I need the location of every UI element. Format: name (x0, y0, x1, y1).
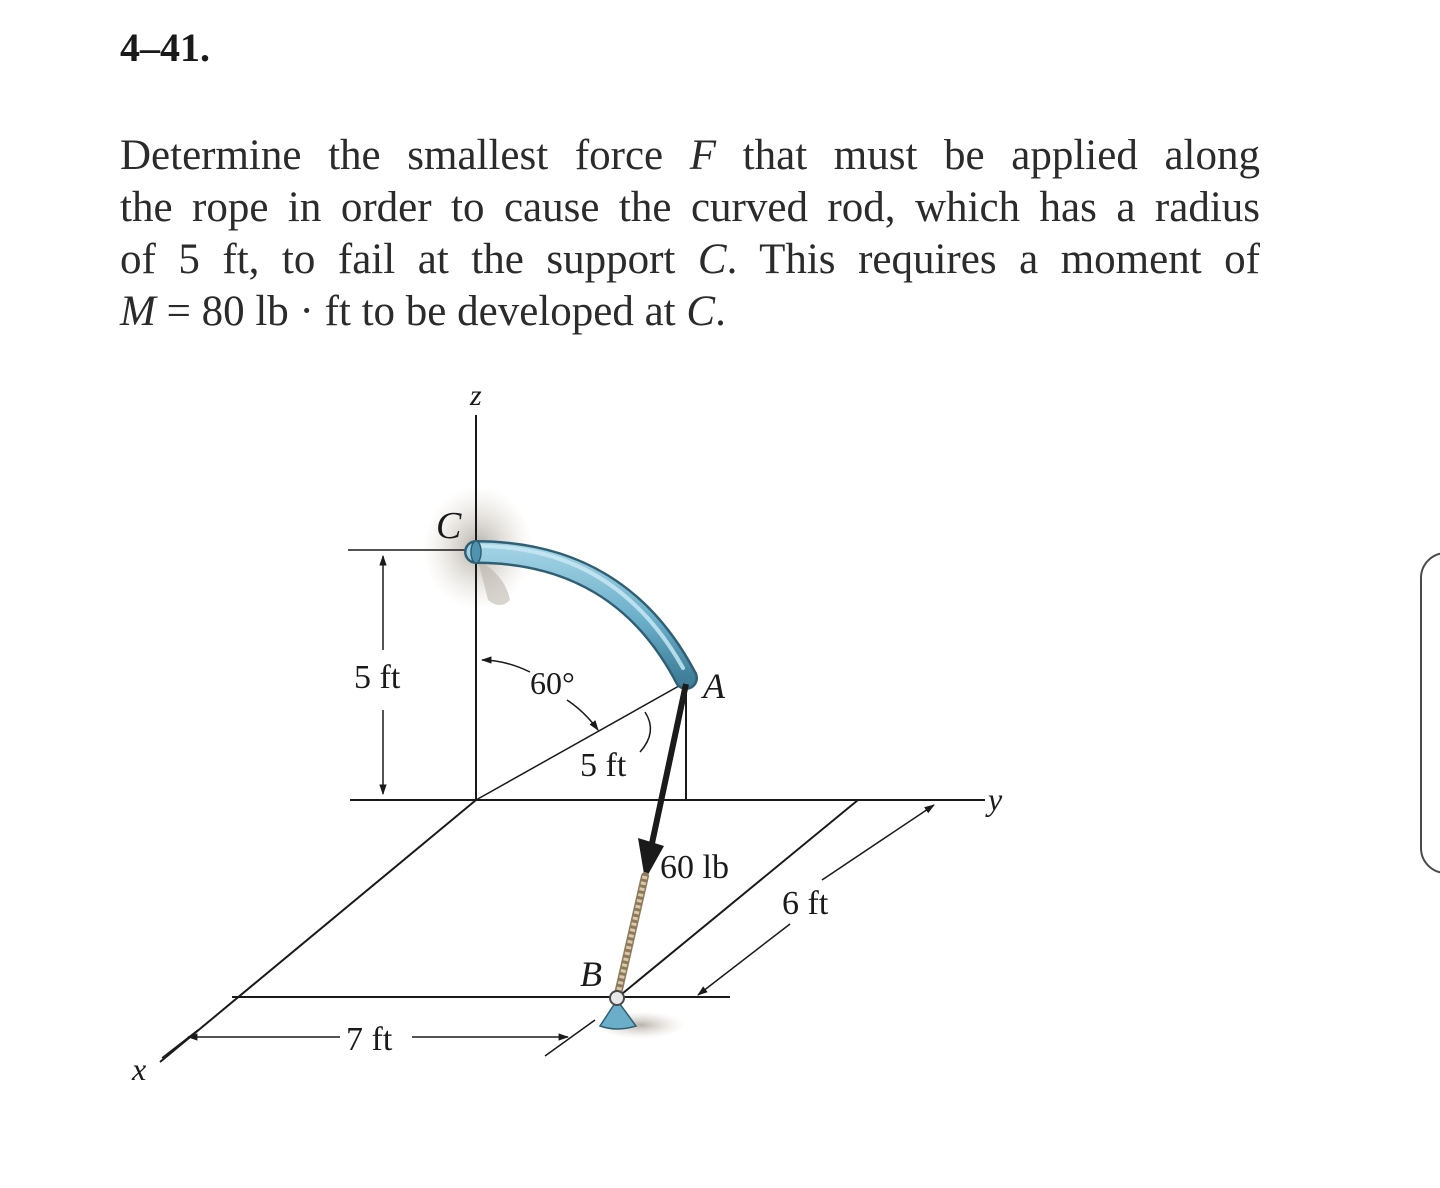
dim-height-label: 5 ft (354, 659, 401, 696)
angle-arc-right (567, 700, 598, 730)
dim-length-label: 7 ft (346, 1021, 393, 1058)
dim-radius-label: 5 ft (580, 747, 627, 784)
z-axis-label: z (470, 379, 482, 412)
dim-length-ext-left (162, 1030, 198, 1058)
statement-line-3: of 5 ft, to fail at the support C. This requires a moment of (120, 236, 1260, 283)
force-arrow-shaft (651, 684, 686, 848)
angle-label: 60° (530, 665, 575, 701)
point-a-label: A (703, 666, 725, 706)
dim-length-ext-right (545, 1020, 595, 1056)
force-label: 60 lb (660, 849, 729, 886)
problem-number: 4–41. (120, 25, 210, 70)
point-c-label: C (436, 505, 462, 547)
y-axis-label: y (988, 781, 1003, 817)
support-b-pin (610, 991, 624, 1005)
figure-svg (0, 360, 1440, 1183)
dim-width-line-lower (698, 924, 790, 995)
x-axis (160, 800, 476, 1062)
rope (618, 876, 645, 994)
problem-statement (120, 130, 1260, 338)
rod-end-c (471, 541, 481, 563)
side-panel-tab[interactable] (1420, 552, 1440, 874)
angle-arc-left (482, 660, 530, 672)
dim-width-label: 6 ft (782, 885, 829, 922)
statement-line-1: Determine the smallest force F that must be applied along (120, 132, 1260, 179)
x-axis-label: x (132, 1051, 147, 1087)
angle-arc-a (640, 712, 650, 752)
statement-line-4: M = 80 lb · ft to be developed at C. (120, 288, 726, 335)
statics-figure (0, 360, 1440, 1183)
point-b-label: B (580, 954, 602, 994)
statement-line-2: the rope in order to cause the curved rod, which has a radius (120, 184, 1260, 231)
